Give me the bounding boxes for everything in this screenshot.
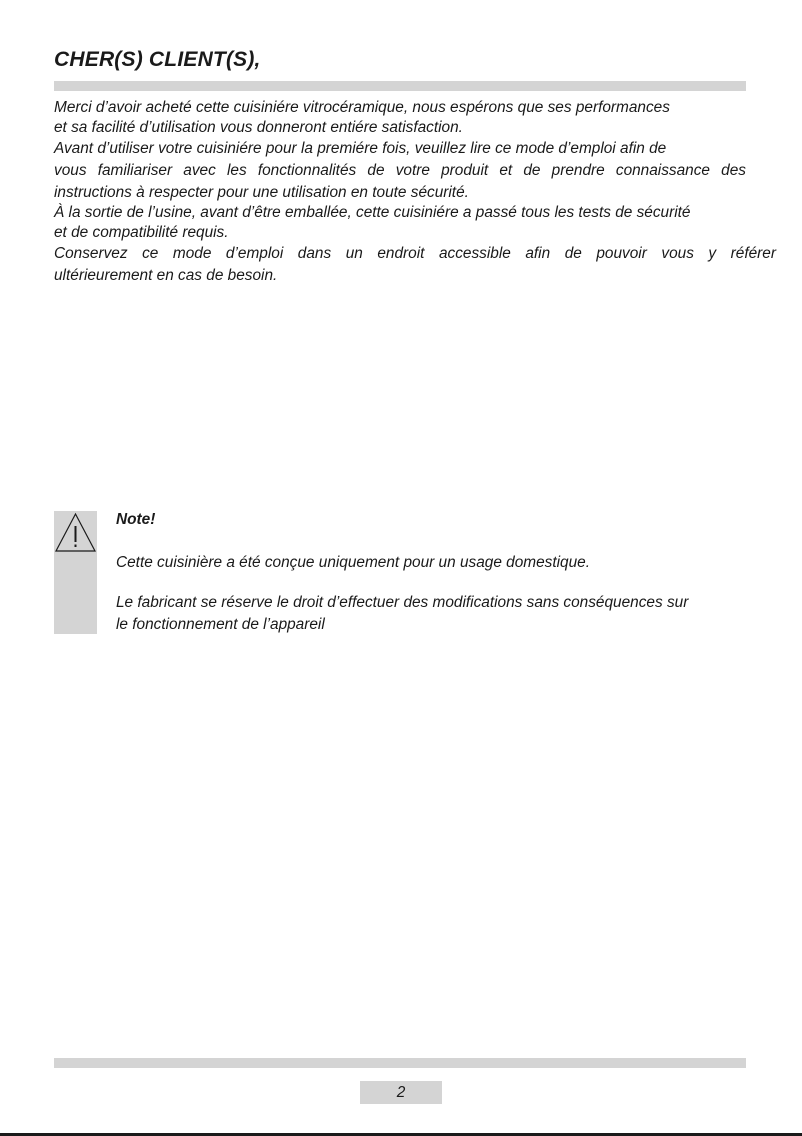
intro-line: ultérieurement en cas de besoin. [54,267,278,284]
intro-line: Conservez ce mode d’emploi dans un endroit accessible afin de pouvoir vous y référer [54,245,776,262]
intro-line: Avant d’utiliser votre cuisiniére pour la premiére fois, veuillez lire ce mode d’emploi afin de [54,140,667,157]
note-paragraph: Le fabricant se réserve le droit d’effectuer des modifications sans conséquences sur [116,594,689,611]
intro-line: Merci d’avoir acheté cette cuisiniére vitrocéramique, nous espérons que ses performances [54,99,670,116]
intro-line: et de compatibilité requis. [54,224,229,241]
page-title: CHER(S) CLIENT(S), [54,48,261,71]
intro-text [54,98,776,287]
intro-line: À la sortie de l’usine, avant d’être emballée, cette cuisiniére a passé tous les tests de sécurité [54,204,691,221]
intro-line: et sa facilité d’utilisation vous donneront entiére satisfaction. [54,119,463,136]
page-number: 2 [360,1081,442,1104]
note-paragraph: Cette cuisinière a été conçue uniquement pour un usage domestique. [116,554,590,571]
footer-divider [54,1058,746,1068]
note-title: Note! [116,511,156,528]
note-paragraph: le fonctionnement de l’appareil [116,616,325,633]
intro-line: instructions à respecter pour une utilisation en toute sécurité. [54,184,469,201]
header-divider [54,81,746,91]
warning-icon [54,511,97,554]
intro-line: vous familiariser avec les fonctionnalités de votre produit et de prendre connaissance des [54,162,746,179]
